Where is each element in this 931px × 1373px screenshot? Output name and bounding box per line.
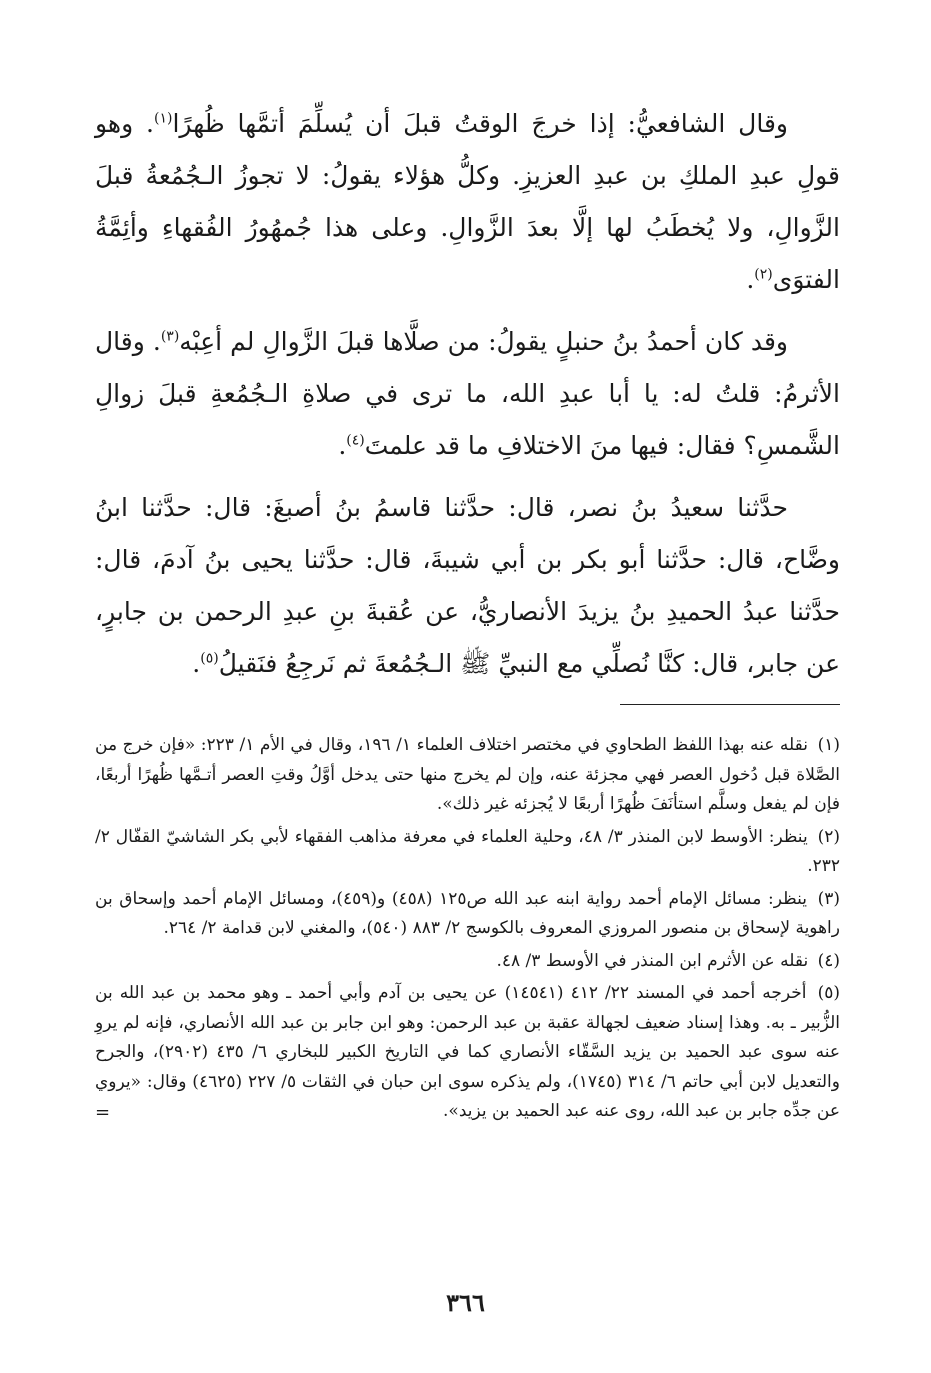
footnote-ref-4[interactable]: (٤) — [346, 432, 365, 449]
text-span: وقد كان أحمدُ بنُ حنبلٍ يقولُ: من صلَّاها قبلَ الزَّوالِ لم أعِبْه — [179, 327, 788, 356]
footnote-text: ينظر: الأوسط لابن المنذر ٣/ ٤٨، وحلية العلماء في معرفة مذاهب الفقهاء لأبي بكر الشاشيّ القفّال ٢/ ٢٣٢. — [95, 826, 840, 876]
footnote-text: نقله عنه بهذا اللفظ الطحاوي في مختصر اختلاف العلماء ١/ ١٩٦، وقال في الأم ١/ ٢٢٣: «فإن خرج من الصَّلاة قبل دُخول العصر فهي مجزئة عنه، وإن لم يخرج منها حتى يدخل أوَّلُ وقتِ العصر أتـمَّها ظُهرًا أربعًا، فإن لم يفعل وسلَّم استأنَفَ ظُهرًا أربعًا لا يُجزئه غير ذلك». — [95, 735, 840, 814]
footnote-text: نقله عن الأثرم ابن المنذر في الأوسط ٣/ ٤٨. — [496, 950, 809, 971]
page-number: ٣٦٦ — [446, 1288, 485, 1317]
text-span: حدَّثنا سعيدُ بنُ نصر، قال: حدَّثنا قاسمُ بنُ أصبغَ: قال: حدَّثنا ابنُ وضَّاح، قال: حدَّثنا أبو بكر بن أبي شيبةَ، قال: حدَّثنا يحيى بنُ آدمَ، قال: حدَّثنا عبدُ الحميدِ بنُ يزيدَ الأنصاريُّ، عن عُقبةَ بنِ عبدِ الرحمن بن جابرٍ، عن جابر، قال: كنَّا نُصلِّي مع النبيِّ ﷺ الـجُمُعةَ ثم نَرجِعُ فنَقيلُ — [95, 493, 840, 678]
paragraph-1 — [95, 98, 840, 306]
footnote-divider — [620, 704, 840, 705]
text-span: . — [192, 649, 201, 678]
paragraph-3 — [95, 482, 840, 690]
footnote-number: (٥) — [817, 983, 840, 1003]
footnote-ref-5[interactable]: (٥) — [200, 650, 219, 667]
main-text — [95, 98, 840, 690]
text-span: . وقال الأثرمُ: قلتُ له: يا أبا عبدِ الله، ما ترى في صلاةِ الـجُمُعةِ قبلَ زوالِ الشَّمسِ؟ فقال: فيها منَ الاختلافِ ما قد علمتَ — [95, 327, 841, 460]
footnote-ref-1[interactable]: (١) — [154, 110, 173, 127]
footnote-text: أخرجه أحمد في المسند ٢٢/ ٤١٢ (١٤٥٤١) عن يحيى بن آدم وأبي أحمد ـ وهو محمد بن عبد الله بن الزُّبير ـ به. وهذا إسناد ضعيف لجهالة عقبة بن عبد الرحمن: وهو ابن جابر بن عبد الله الأنصاري، فإنه لم يروِ عنه سوى عبد الحميد بن يزيد السَّقّاء الأنصاري كما في التاريخ الكبير للبخاري ٦/ ٤٣٥ (٢٩٠٢)، والجرح والتعديل لابن أبي حاتم ٦/ ٣١٤ (١٧٤٥)، ولم يذكره سوى ابن حبان في الثقات ٥/ ٢٢٧ (٤٦٢٥) وقال: «يروي عن جدِّه جابر بن عبد الله، روى عنه عبد الحميد بن يزيد». — [95, 983, 840, 1121]
footnote-number: (٢) — [817, 826, 840, 847]
footnotes — [95, 731, 840, 1130]
page-body — [95, 98, 840, 1130]
text-span: . — [338, 431, 347, 460]
footnote-ref-3[interactable]: (٣) — [160, 328, 180, 345]
continuation-mark: = — [95, 1101, 111, 1123]
footnote-text: ينظر: مسائل الإمام أحمد رواية ابنه عبد الله ص١٢٥ (٤٥٨) و(٤٥٩)، ومسائل الإمام أحمد وإسحاق بن راهوية لإسحاق بن منصور المروزي المعروف بالكوسج ٢/ ٨٨٣ (٥٤٠)، والمغني لابن قدامة ٢/ ٢٦٤. — [95, 888, 840, 938]
footnote-number: (١) — [817, 735, 840, 755]
footnote-3 — [95, 885, 840, 944]
footnote-4 — [95, 947, 840, 977]
footnote-1 — [95, 731, 840, 820]
footnote-2 — [95, 823, 840, 882]
footnote-number: (٤) — [817, 950, 840, 971]
text-span: وقال الشافعيُّ: إذا خرجَ الوقتُ قبلَ أن يُسلِّمَ أتمَّها ظُهرًا — [172, 109, 788, 138]
text-span: . — [746, 265, 755, 294]
paragraph-2 — [95, 316, 840, 472]
footnote-ref-2[interactable]: (٢) — [754, 266, 773, 283]
footnote-number: (٣) — [817, 888, 840, 909]
text-span: . وهو قولِ عبدِ الملكِ بن عبدِ العزيزِ. وكلُّ هؤلاء يقولُ: لا تجوزُ الـجُمُعةُ قبلَ الزَّوالِ، ولا يُخطَبُ لها إلَّا بعدَ الزَّوالِ. وعلى هذا جُمهُورُ الفُقهاءِ وأئِمَّةُ الفتوَى — [95, 109, 840, 294]
